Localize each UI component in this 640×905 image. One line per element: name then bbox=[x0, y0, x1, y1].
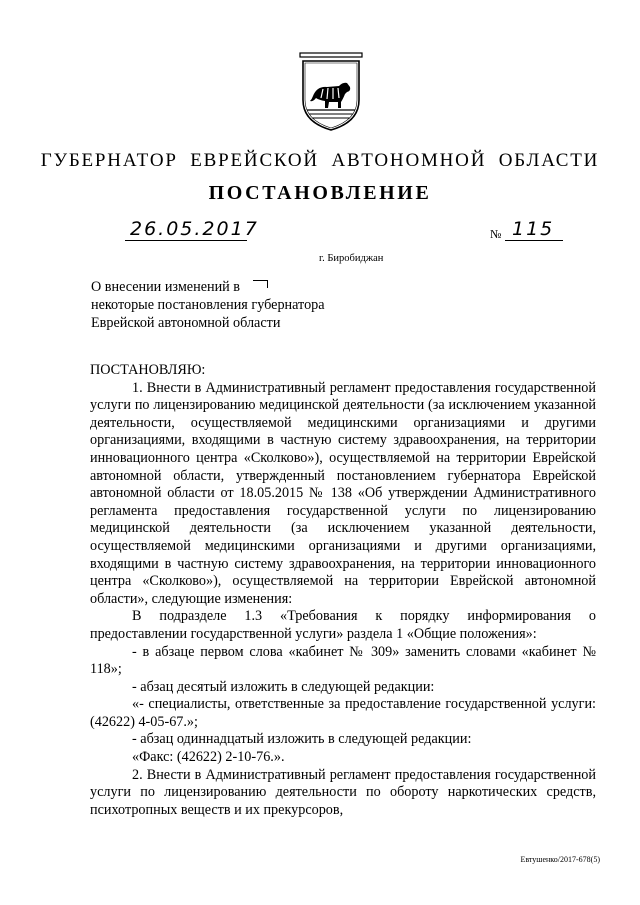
decree-word: ПОСТАНОВЛЯЮ: bbox=[90, 362, 206, 378]
footer-document-code: Евтушенко/2017-678(5) bbox=[520, 855, 600, 864]
document-subject bbox=[91, 278, 325, 332]
body-paragraph: «Факс: (42622) 2-10-76.». bbox=[132, 749, 285, 766]
date-underline bbox=[125, 240, 247, 241]
subject-line: Еврейской автономной области bbox=[91, 315, 281, 331]
city-name: г. Биробиджан bbox=[319, 253, 384, 264]
document-type-title: ПОСТАНОВЛЕНИЕ bbox=[208, 182, 432, 204]
body-paragraph: «- специалисты, ответственные за предоставление государственной услуги: (42622) 4-05-67.»; bbox=[90, 696, 596, 730]
body-paragraph: - абзац десятый изложить в следующей редакции: bbox=[132, 678, 435, 695]
coat-of-arms-emblem bbox=[299, 52, 363, 132]
number-mark: № bbox=[490, 227, 502, 241]
subject-line: некоторые постановления губернатора bbox=[91, 297, 325, 313]
body-paragraph: В подразделе 1.3 «Требования к порядку информирования о предоставлении государственной услуги» раздела 1 «Общие положения»: bbox=[90, 608, 596, 642]
document-number: 115 bbox=[512, 218, 555, 240]
body-paragraph: 2. Внести в Административный регламент предоставления государственной услуги по лицензированию деятельности по обороту наркотических средств, психотропных веществ и их прекурсоров, bbox=[90, 766, 596, 818]
document-body bbox=[90, 362, 596, 819]
number-underline bbox=[505, 240, 563, 241]
subject-corner-mark bbox=[253, 280, 268, 288]
org-title: ГУБЕРНАТОР ЕВРЕЙСКОЙ АВТОНОМНОЙ ОБЛАСТИ bbox=[40, 150, 600, 171]
subject-line: О внесении изменений в bbox=[91, 279, 241, 295]
body-paragraph: - абзац одиннадцатый изложить в следующей редакции: bbox=[132, 731, 472, 748]
body-paragraph: 1. Внести в Административный регламент предоставления государственной услуги по лицензированию медицинской деятельности (за исключением указанной деятельности, осуществляемой медицинскими организациями и другими организациями, входящими в частную систему здравоохранения, на территории инновационного центра «Сколково»), осуществляемой на территории Еврейской автономной области, утвержденный постановлением губернатора Еврейской автономной области от 18.05.2015 № 138 «Об утверждении Административного регламента предоставления государственной услуги по лицензированию медицинской деятельности (за исключением указанной деятельности, осуществляемой медицинскими организациями и другими организациями, входящими в частную систему здравоохранения, на территории инновационного центра «Сколково»), осуществляемой на территории Еврейской автономной области», следующие изменения: bbox=[90, 379, 596, 607]
document-date: 26.05.2017 bbox=[130, 218, 259, 240]
body-paragraph: - в абзаце первом слова «кабинет № 309» заменить словами «кабинет № 118»; bbox=[90, 643, 596, 678]
